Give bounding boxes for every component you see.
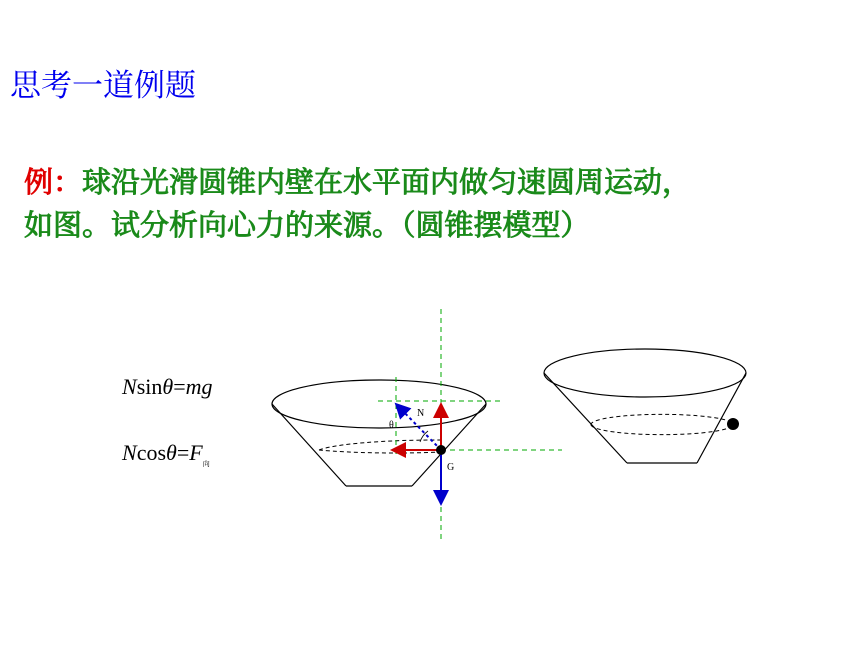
right-cone bbox=[544, 349, 746, 463]
slide-title: 思考一道例题 bbox=[10, 68, 196, 104]
label-theta: θ bbox=[389, 420, 394, 431]
force-vectors bbox=[389, 404, 454, 504]
equation-horizontal: $Ncos\theta=F_向$ bbox=[122, 440, 210, 468]
label-G: G bbox=[447, 462, 455, 473]
example-label: 例： bbox=[24, 165, 83, 199]
problem-text-1: 球沿光滑圆锥内壁在水平面内做匀速圆周运动， bbox=[82, 165, 692, 199]
guide-lines bbox=[378, 309, 562, 540]
ball-right bbox=[727, 418, 739, 430]
label-N: N bbox=[417, 408, 425, 419]
ball bbox=[436, 445, 446, 455]
problem-line-2: 如图。试分析向心力的来源。（圆锥摆模型） bbox=[24, 208, 590, 242]
equation-vertical: Nsinθ=mg bbox=[122, 374, 213, 399]
